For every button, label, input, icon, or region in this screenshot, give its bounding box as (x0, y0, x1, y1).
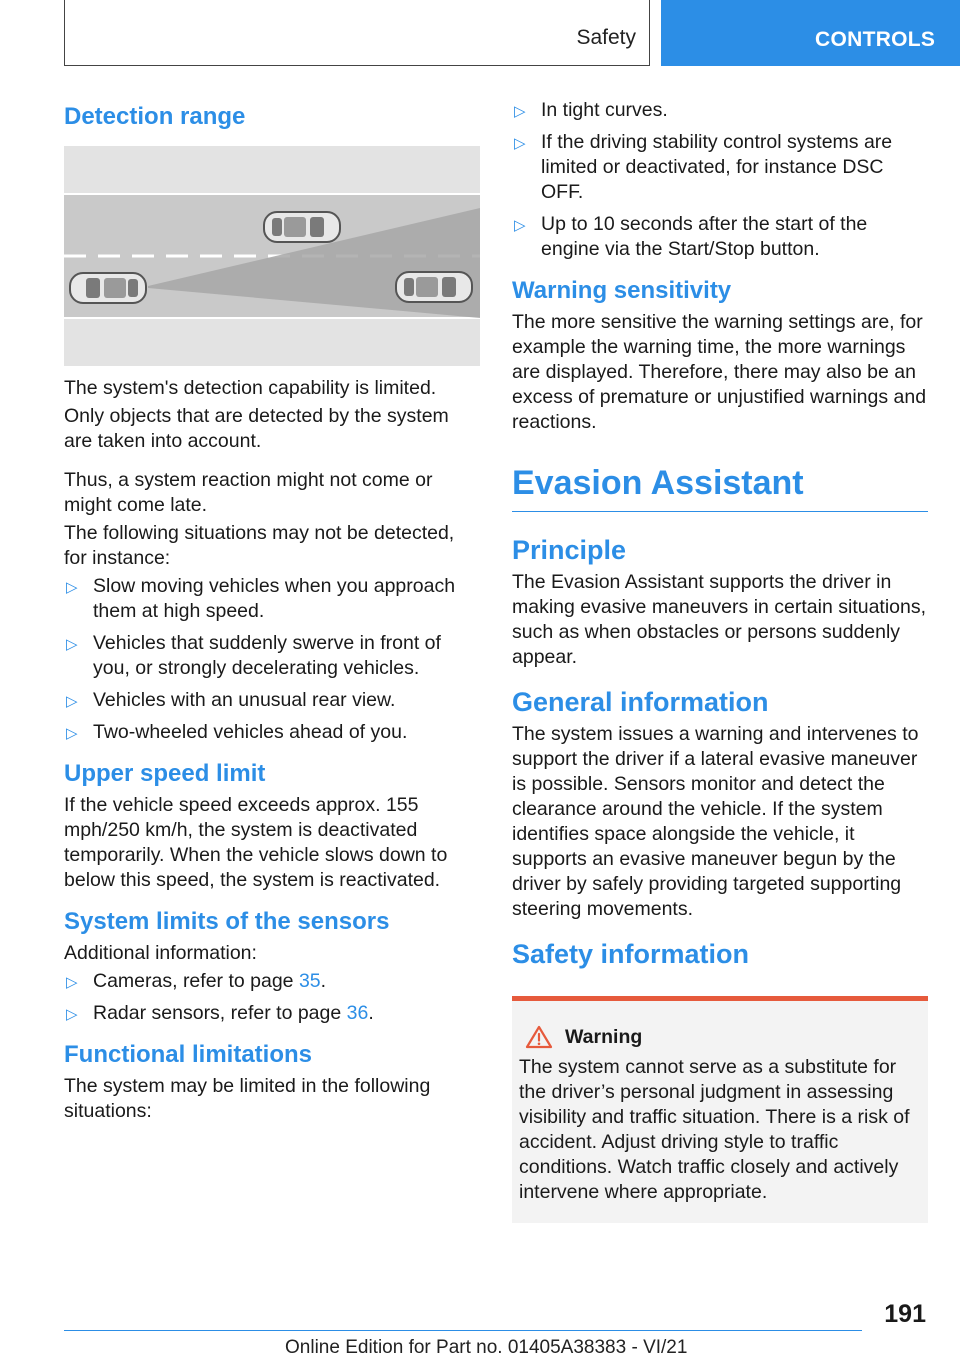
bullet-triangle-icon: ▷ (66, 693, 78, 710)
paragraph: The system issues a warning and intervenes to support the driver if a lateral evasive maneuver is possible. Sensors monitor and detect the clearance around the vehicle. If the system identifies space alongside the vehicle, it supports an evasive maneuver begun by the driver by safely providing targeted supporting steering movements. (512, 723, 919, 920)
list-item: ▷ If the driving stability control systems are limited or deactivated, for instance DSC OFF. (514, 131, 893, 203)
list-item: ▷ Up to 10 seconds after the start of the engine via the Start/Stop button. (514, 213, 868, 260)
left-column (64, 98, 480, 1133)
list-item: ▷ Slow moving vehicles when you approach them at high speed. (66, 575, 456, 622)
heading-detection-range: Detection range (64, 103, 246, 130)
detection-range-svg (64, 146, 480, 366)
heading-general-information: General information (512, 687, 769, 717)
own-vehicle-icon (70, 273, 146, 303)
lead-vehicle-same-lane-icon (396, 272, 472, 302)
paragraph: Only objects that are detected by the system are taken into account. (64, 405, 449, 452)
paragraph: If the vehicle speed exceeds approx. 155 mph/250 km/h, the system is deactivated temporarily. When the vehicle slows down to below this speed, the system is reactivated. (64, 794, 448, 891)
heading-functional-limitations: Functional limitations (64, 1041, 313, 1068)
paragraph: The following situations may not be detected, for instance: (64, 522, 455, 569)
page-link-cameras[interactable]: 35 (298, 970, 321, 992)
list-item: ▷ Vehicles with an unusual rear view. (64, 688, 480, 713)
chapter-title-evasion-assistant: Evasion Assistant (512, 463, 928, 512)
heading-sensor-limits: System limits of the sensors (64, 908, 390, 935)
paragraph: Additional information: (64, 942, 257, 964)
detection-range-illustration (64, 146, 480, 366)
paragraph: The more sensitive the warning settings are, for example the warning time, the more warnings are displayed. Therefore, there may also be an excess of premature or unjustified warnings and reactions. (512, 311, 927, 433)
bullet-triangle-icon: ▷ (66, 725, 78, 742)
list-item: ▷ Cameras, refer to page 35. (64, 969, 480, 994)
list-item: ▷ Radar sensors, refer to page 36. (64, 1001, 480, 1026)
warning-box (512, 996, 928, 1223)
bullet-triangle-icon: ▷ (66, 1006, 78, 1023)
edition-label: Online Edition for Part no. 01405A38383 - VI/21 (285, 1337, 688, 1358)
functional-limitations-list (512, 98, 928, 262)
page-number: 191 (884, 1300, 926, 1328)
bullet-triangle-icon: ▷ (514, 103, 526, 120)
paragraph: The system may be limited in the following situations: (64, 1075, 431, 1122)
heading-warning-sensitivity: Warning sensitivity (512, 277, 732, 304)
list-item: ▷ In tight curves. (512, 98, 928, 123)
paragraph: The system's detection capability is limited. (64, 377, 437, 399)
footer-divider (64, 1330, 862, 1331)
bullet-triangle-icon: ▷ (66, 636, 78, 653)
list-item: ▷ Two-wheeled vehicles ahead of you. (64, 720, 480, 745)
warning-text: The system cannot serve as a substitute for the driver’s personal judgment in assessing visibility and traffic situation. There is a risk of accident. Adjust driving style to traffic conditions. Watch traffic closely and actively intervene where appropriate. (519, 1056, 910, 1203)
right-column (512, 98, 928, 1223)
bullet-triangle-icon: ▷ (66, 974, 78, 991)
page-link-radar[interactable]: 36 (346, 1002, 369, 1024)
warning-header (525, 1025, 922, 1049)
not-detected-list (64, 574, 480, 745)
lead-vehicle-adjacent-lane-icon (264, 212, 340, 242)
bullet-triangle-icon: ▷ (514, 217, 526, 234)
heading-safety-information: Safety information (512, 939, 750, 969)
paragraph: The Evasion Assistant supports the driver in making evasive maneuvers in certain situations, such as when obstacles or persons suddenly appear. (512, 571, 927, 668)
heading-upper-speed-limit: Upper speed limit (64, 760, 266, 787)
bullet-triangle-icon: ▷ (514, 135, 526, 152)
list-item: ▷ Vehicles that suddenly swerve in front of you, or strongly decelerating vehicles. (66, 632, 441, 679)
header-left-frame (64, 0, 650, 66)
warning-label: Warning (565, 1025, 643, 1048)
bullet-triangle-icon: ▷ (66, 579, 78, 596)
heading-principle: Principle (512, 535, 627, 565)
paragraph: Thus, a system reaction might not come or might come late. (64, 469, 433, 516)
header-section-label: Safety (576, 26, 636, 49)
header-chapter-label: CONTROLS (815, 28, 936, 51)
warning-triangle-icon (525, 1025, 553, 1049)
sensor-reference-list (64, 969, 480, 1026)
